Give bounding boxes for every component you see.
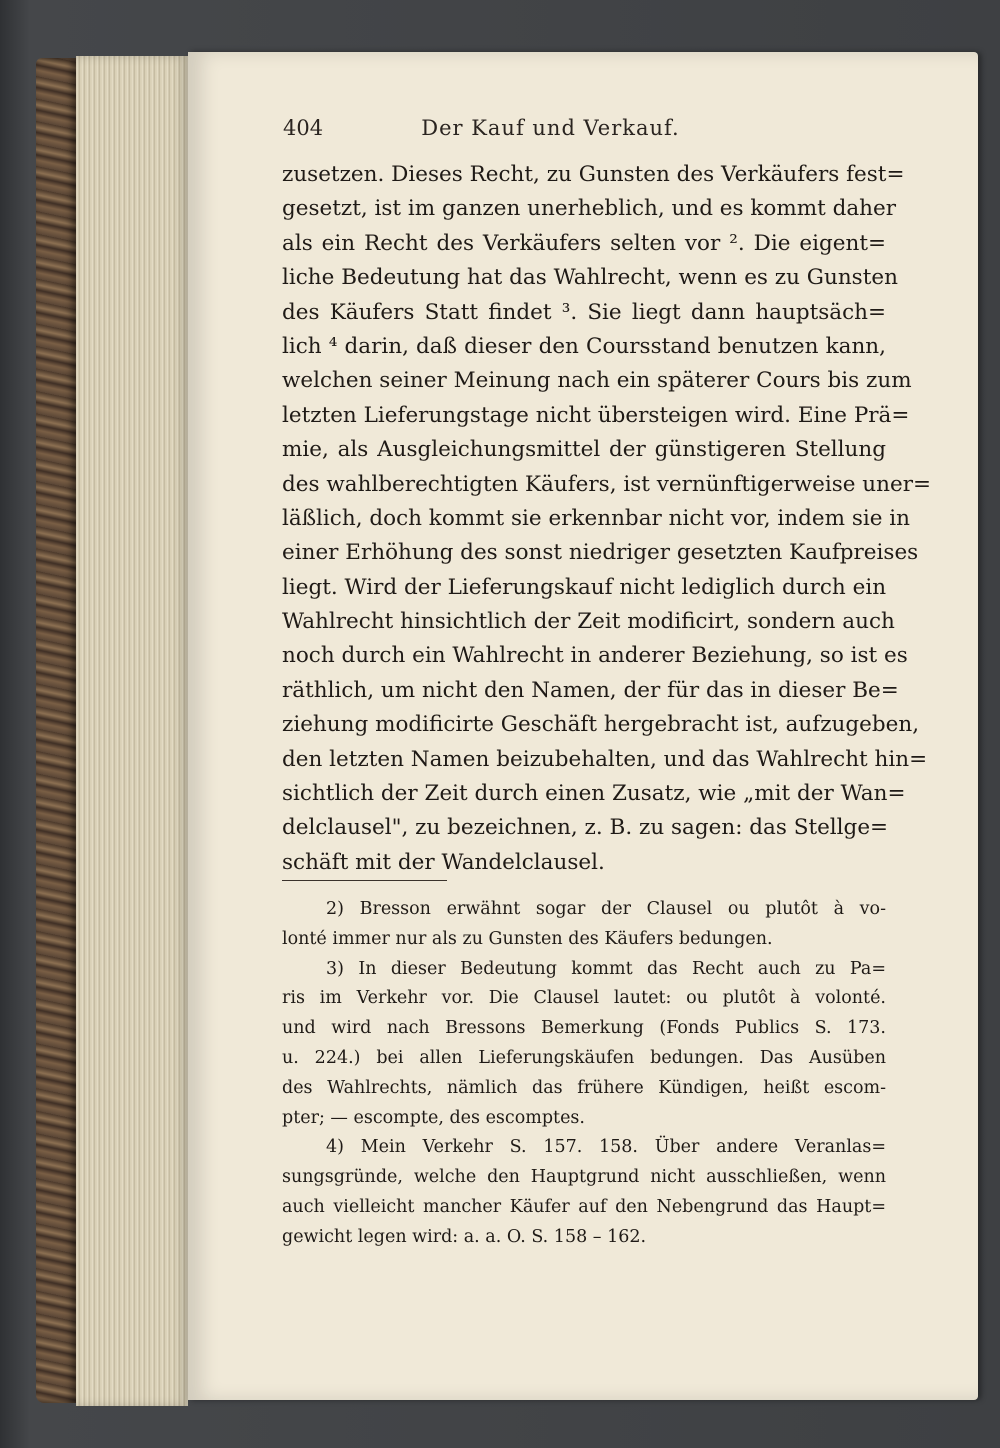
text-line: letzten Lieferungstage nicht übersteigen wird. Eine Prä= (282, 402, 910, 428)
text-line: räthlich, um nicht den Namen, der für das in dieser Be= (282, 677, 899, 703)
running-head: Der Kauf und Verkauf. (421, 116, 680, 140)
text-line: noch durch ein Wahlrecht in anderer Beziehung, so ist es (282, 643, 908, 669)
page-edges (76, 56, 188, 1406)
footnote-line: auch vielleicht mancher Käufer auf den Nebengrund das Haupt= (282, 1196, 886, 1217)
footnote-line: pter; — escompte, des escomptes. (282, 1107, 585, 1128)
marbled-cover (36, 58, 76, 1403)
page-header (283, 116, 818, 146)
footnote-line: 2) Bresson erwähnt sogar der Clausel ou plutôt à vo- (326, 899, 886, 919)
footnote-2 (282, 895, 886, 955)
text-line: liegt. Wird der Lieferungskauf nicht lediglich durch ein (282, 574, 887, 600)
book-page (188, 52, 978, 1400)
page-number: 404 (283, 116, 324, 140)
footnote-line: ris im Verkehr vor. Die Clausel lautet: ou plutôt à volonté. (282, 988, 886, 1009)
text-line: mie, als Ausgleichungsmittel der günstigeren Stellung (282, 437, 886, 463)
text-line: des Käufers Statt findet ³. Sie liegt dann hauptsäch= (282, 299, 886, 325)
footnote-line: u. 224.) bei allen Lieferungskäufen bedungen. Das Ausüben (282, 1047, 886, 1068)
footnote-line: und wird nach Bressons Bemerkung (Fonds Publics S. 173. (282, 1018, 886, 1039)
footnote-line: gewicht legen wird: a. a. O. S. 158 – 162. (282, 1226, 647, 1247)
text-line: lich ⁴ darin, daß dieser den Coursstand benutzen kann, (282, 333, 886, 359)
text-line: gesetzt, ist im ganzen unerheblich, und es kommt daher (282, 196, 897, 222)
text-line: einer Erhöhung des sonst niedriger gesetzten Kaufpreises (282, 540, 919, 566)
text-line: zusetzen. Dieses Recht, zu Gunsten des Verkäufers fest= (282, 162, 905, 187)
text-line: den letzten Namen beizubehalten, und das Wahlrecht hin= (282, 746, 928, 772)
text-line: schäft mit der Wandelclausel. (282, 849, 605, 875)
footnote-separator (282, 880, 447, 881)
footnote-line: des Wahlrechts, nämlich das frühere Kündigen, heißt escom- (282, 1077, 886, 1098)
text-line: welchen seiner Meinung nach ein späterer Cours bis zum (282, 368, 912, 394)
text-line: sichtlich der Zeit durch einen Zusatz, wie „mit der Wan= (282, 781, 906, 807)
main-text (282, 158, 931, 880)
footnotes (282, 895, 886, 1253)
footnote-line: sungsgründe, welche den Hauptgrund nicht ausschließen, wenn (282, 1167, 886, 1188)
footnote-line: lonté immer nur als zu Gunsten des Käufers bedungen. (282, 928, 773, 949)
footnote-4 (282, 1133, 886, 1252)
text-line: läßlich, doch kommt sie erkennbar nicht vor, indem sie in (282, 505, 911, 531)
text-line: als ein Recht des Verkäufers selten vor ². Die eigent= (282, 230, 886, 256)
text-line: des wahlberechtigten Käufers, ist vernünftigerweise uner= (282, 471, 931, 497)
text-line: delclausel", zu bezeichnen, z. B. zu sagen: das Stellge= (282, 815, 889, 841)
footnote-3 (282, 955, 886, 1134)
text-line: liche Bedeutung hat das Wahlrecht, wenn es zu Gunsten (282, 265, 898, 291)
footnote-line: 4) Mein Verkehr S. 157. 158. Über andere Veranlas= (326, 1137, 886, 1158)
text-line: ziehung modificirte Geschäft hergebracht ist, aufzugeben, (282, 712, 920, 738)
text-line: Wahlrecht hinsichtlich der Zeit modificirt, sondern auch (282, 609, 895, 635)
footnote-line: 3) In dieser Bedeutung kommt das Recht auch zu Pa= (326, 958, 886, 979)
